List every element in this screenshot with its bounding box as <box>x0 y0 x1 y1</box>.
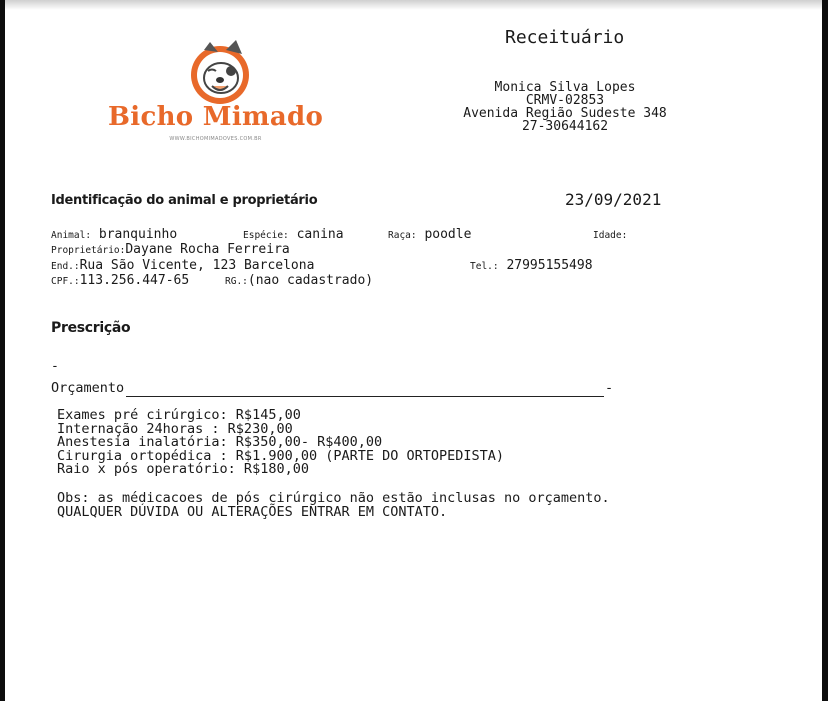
vet-info <box>450 81 680 133</box>
phone-field <box>470 258 593 274</box>
right-border <box>822 0 828 701</box>
breed-label: Raça: <box>388 230 417 241</box>
dog-face-icon <box>108 38 323 108</box>
rg-field <box>225 273 373 289</box>
budget-underline <box>126 396 604 397</box>
budget-item: Anestesia inalatória: R$350,00- R$400,00 <box>57 434 383 450</box>
budget-label: Orçamento <box>51 380 125 396</box>
budget-item: Internação 24horas : R$230,00 <box>57 420 293 437</box>
vet-phone: 27-30644162 <box>521 119 609 134</box>
budget-item: Raio x pós operatório: R$180,00 <box>57 461 309 477</box>
vet-name: Monica Silva Lopes <box>494 80 636 95</box>
cpf-label: CPF.: <box>51 276 80 287</box>
cpf-field <box>51 273 189 289</box>
obs-line: Obs: as médicacoes de pós cirúrgico não estão inclusas no orçamento. <box>57 490 610 506</box>
rg-label: RG.: <box>225 276 248 287</box>
rg-value: (nao cadastrado) <box>247 273 374 288</box>
clinic-url: WWW.BICHOMIMADOVES.COM.BR <box>169 136 262 142</box>
species-field <box>243 227 344 243</box>
budget-item: Exames pré cirúrgico: R$145,00 <box>57 407 301 423</box>
address-value: Rua São Vicente, 123 Barcelona <box>79 258 315 273</box>
species-label: Espécie: <box>243 230 289 241</box>
obs-line: QUALQUER DÚVIDA OU ALTERAÇÕES ENTRAR EM CONTATO. <box>57 504 448 520</box>
address-label: End.: <box>51 261 80 272</box>
species-value: canina <box>296 227 344 242</box>
budget-list <box>57 409 504 477</box>
vet-crmv: CRMV-02853 <box>525 93 605 108</box>
clinic-name: Bicho Mimado <box>108 102 324 132</box>
top-shadow <box>5 0 822 10</box>
age-label: Idade: <box>593 230 628 241</box>
animal-value: branquinho <box>98 227 178 242</box>
prescription-dash: - <box>51 359 59 374</box>
identification-heading: Identificação do animal e proprietário <box>51 193 318 208</box>
phone-value: 27995155498 <box>506 258 593 273</box>
document-title: Receituário <box>505 27 625 48</box>
animal-label: Animal: <box>51 230 92 241</box>
document-date: 23/09/2021 <box>565 190 662 209</box>
phone-label: Tel.: <box>470 261 499 272</box>
observations <box>57 491 610 519</box>
clinic-logo <box>108 38 323 143</box>
owner-value: Dayane Rocha Ferreira <box>125 242 290 257</box>
left-border <box>0 0 5 701</box>
budget-item: Cirurgia ortopédica : R$1.900,00 (PARTE DO ORTOPEDISTA) <box>57 447 505 464</box>
breed-value: poodle <box>424 227 472 242</box>
age-field <box>593 227 627 243</box>
budget-end: - <box>605 380 614 396</box>
address-field <box>51 258 314 274</box>
cpf-value: 113.256.447-65 <box>79 273 190 288</box>
vet-address: Avenida Região Sudeste 348 <box>463 106 667 121</box>
prescription-heading: Prescrição <box>51 320 131 336</box>
owner-field <box>51 242 290 258</box>
animal-field <box>51 227 177 243</box>
breed-field <box>388 227 471 243</box>
owner-label: Proprietário: <box>51 245 126 256</box>
